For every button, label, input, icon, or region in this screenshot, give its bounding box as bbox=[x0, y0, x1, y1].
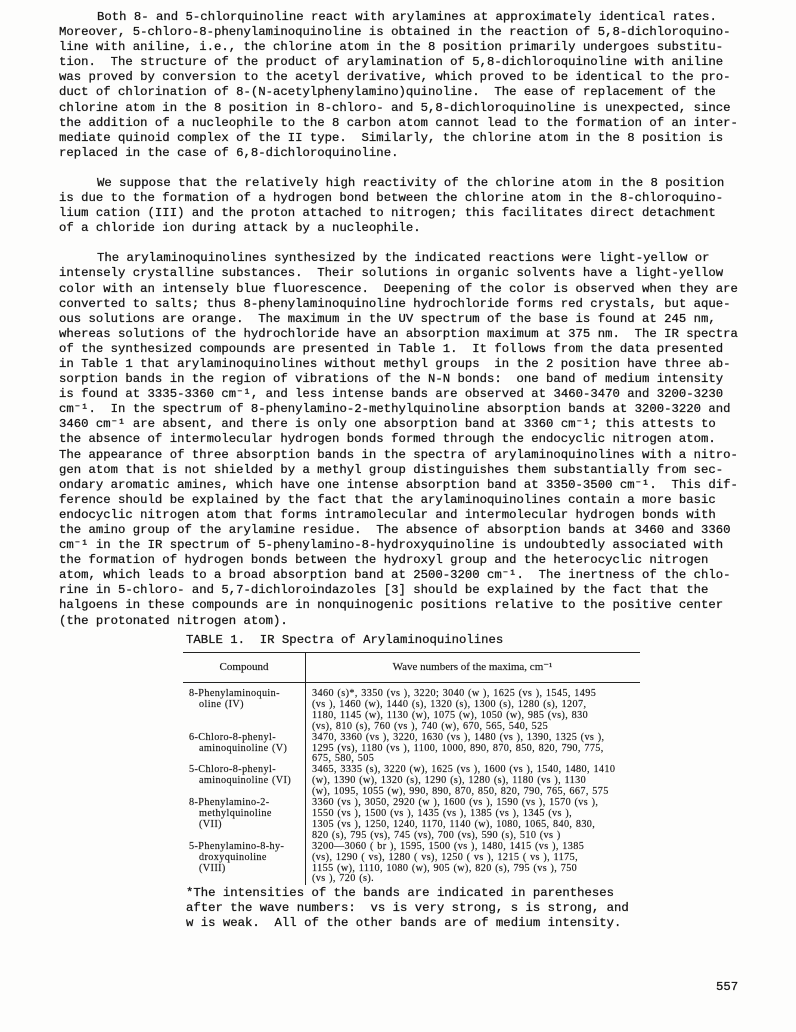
wave-numbers-cell: 3200—3060 ( br ), 1595, 1500 (vs ), 1480, 1415 (vs ), 1385 (vs), 1290 ( vs), 1280 ( vs), 1250 ( vs ), 1215 ( vs ), 1175, 1155 (w), 1110, 1080 (w), 905 (w), 820 (s), 795 (vs ), 750 (vs ), 720 (s). bbox=[312, 840, 585, 885]
column-divider bbox=[305, 653, 306, 885]
body-paragraph: We suppose that the relatively high reactivity of the chlorine atom in the 8 position is due to the formation of a hydrogen bond between the chlorine atom in the 8-chloroquino- lium cation (III) and the proton attached to nitrogen; this facilitates direct detachment of a chloride ion during attack by a nucleophile. bbox=[59, 175, 725, 236]
compound-cell: 8-Phenylaminoquin- oline (IV) bbox=[189, 688, 280, 710]
table-title: TABLE 1. IR Spectra of Arylaminoquinolines bbox=[186, 633, 504, 647]
wave-numbers-cell: 3460 (s)*, 3350 (vs ), 3220; 3040 (w ), 1625 (vs ), 1545, 1495 (vs ), 1460 (w), 1440 (s), 1320 (s), 1300 (s), 1280 (s), 1207, 1180, 1145 (w), 1130 (w), 1075 (w), 1050 (w), 985 (vs), 830 (vs), 810 (s), 760 (vs ), 740 (w), 670, 565, 540, 525 bbox=[312, 688, 597, 732]
body-paragraph: The arylaminoquinolines synthesized by the indicated reactions were light-yellow or intensely crystalline substances. Their solutions in organic solvents have a light-yellow color with an intensely blue fluorescence. Deepening of the color is observed when they are converted to salts; thus 8-phenylaminoquinoline hydrochloride forms red crystals, but aque- ous solutions are orange. The maximum in the UV spectrum of the base is found at 245 nm, whereas solutions of the hydrochloride have an absorption maximum at 375 nm. The IR spectra of the synthesized compounds are presented in Table 1. It follows from the data presented in Table 1 that arylaminoquinolines without methyl groups in the 2 position have three ab- sorption bands in the region of vibrations of the N-N bonds: one band of medium intensity is found at 3335-3360 cm⁻¹, and less intense bands are observed at 3460-3470 and 3200-3230 cm⁻¹. In the spectrum of 8-phenylamino-2-methylquinoline absorption bands at 3200-3220 and 3460 cm⁻¹ are absent, and there is only one absorption band at 3360 cm⁻¹; this attests to the absence of intermolecular hydrogen bonds formed through the endocyclic nitrogen atom. The appearance of three absorption bands in the spectra of arylaminoquinolines with a nitro- gen atom that is not shielded by a methyl group distinguishes them substantially from sec- ondary aromatic amines, which have one intense absorption band at 3350-3500 cm⁻¹. This dif- ference should be explained by the fact that the arylaminoquinolines contain a more basic endocyclic nitrogen atom that forms intramolecular and intermolecular hydrogen bonds with the amino group of the arylamine residue. The absence of absorption bands at 3460 and 3360 cm⁻¹ in the IR spectrum of 5-phenylamino-8-hydroxyquinoline is undoubtedly associated with the formation of hydrogen bonds between the hydroxyl group and the heterocyclic nitrogen atom, which leads to a broad absorption band at 2500-3200 cm⁻¹. The inertness of the chlo- rine in 5-chloro- and 5,7-dichloroindazoles [3] should be explained by the fact that the halgoens in these compounds are in nonquinogenic positions relative to the positive center (the protonated nitrogen atom). bbox=[59, 251, 738, 628]
table-row bbox=[183, 689, 640, 733]
table-row bbox=[183, 733, 640, 766]
table-row bbox=[183, 798, 640, 842]
column-header-compound: Compound bbox=[219, 661, 269, 673]
body-paragraph: Both 8- and 5-chlorquinoline react with arylamines at approximately identical rates. Moreover, 5-chloro-8-phenylaminoquinoline is obtained in the reaction of 5,8-dichloroquino- line with aniline, i.e., the chlorine atom in the 8 position primarily undergoes substitu- tion. The structure of the product of arylamination of 5,8-dichloroquinoline with aniline was proved by conversion to the acetyl derivative, which proved to be identical to the pro- duct of chlorination of 8-(N-acetylphenylamino)quinoline. The ease of replacement of the chlorine atom in the 8 position in 8-chloro- and 5,8-dichloroquinoline is unexpected, since the addition of a nucleophile to the 8 carbon atom cannot lead to the formation of an inter- mediate quinoid complex of the II type. Similarly, the chlorine atom in the 8 position is replaced in the case of 6,8-dichloroquinoline. bbox=[59, 10, 738, 160]
table-header bbox=[183, 653, 640, 683]
table-body bbox=[183, 683, 640, 885]
wave-numbers-cell: 3360 (vs ), 3050, 2920 (w ), 1600 (vs ), 1590 (vs ), 1570 (vs ), 1550 (vs ), 1500 (vs ), 1435 (vs ), 1385 (vs ), 1345 (vs ), 1305 (vs ), 1250, 1240, 1170, 1140 (w), 1080, 1065, 840, 830, 820 (s), 795 (vs), 745 (vs), 700 (vs), 590 (s), 510 (vs ) bbox=[312, 797, 599, 841]
compound-cell: 5-Chloro-8-phenyl- aminoquinoline (VI) bbox=[189, 764, 292, 787]
page-number: 557 bbox=[716, 980, 739, 994]
table-row bbox=[183, 842, 640, 886]
body-text bbox=[59, 10, 789, 629]
compound-cell: 6-Chloro-8-phenyl- aminoquinoline (V) bbox=[189, 731, 288, 754]
compound-cell: 8-Phenylamino-2- methylquinoline (VII) bbox=[189, 797, 272, 830]
table-footnote: *The intensities of the bands are indicated in parentheses after the wave numbers: vs is very strong, s is strong, and w is weak. All of the other bands are of medium intensity. bbox=[186, 886, 629, 931]
table-row bbox=[183, 765, 640, 798]
wave-numbers-cell: 3465, 3335 (s), 3220 (w), 1625 (vs ), 1600 (vs ), 1540, 1480, 1410 (w), 1390 (w), 1320 (s), 1290 (s), 1280 (s), 1180 (vs ), 1130 (w), 1095, 1055 (w), 990, 890, 870, 850, 820, 790, 765, 667, 575 bbox=[312, 764, 616, 798]
wave-numbers-cell: 3470, 3360 (vs ), 3220, 1630 (vs ), 1480 (vs ), 1390, 1325 (vs ), 1295 (vs), 1180 (vs ), 1100, 1000, 890, 870, 850, 820, 790, 775, 675, 580, 505 bbox=[312, 731, 605, 765]
compound-cell: 5-Phenylamino-8-hy- droxyquinoline (VIII) bbox=[189, 840, 285, 874]
column-header-wave-numbers: Wave numbers of the maxima, cm⁻¹ bbox=[392, 661, 553, 673]
ir-spectra-table bbox=[183, 652, 640, 885]
